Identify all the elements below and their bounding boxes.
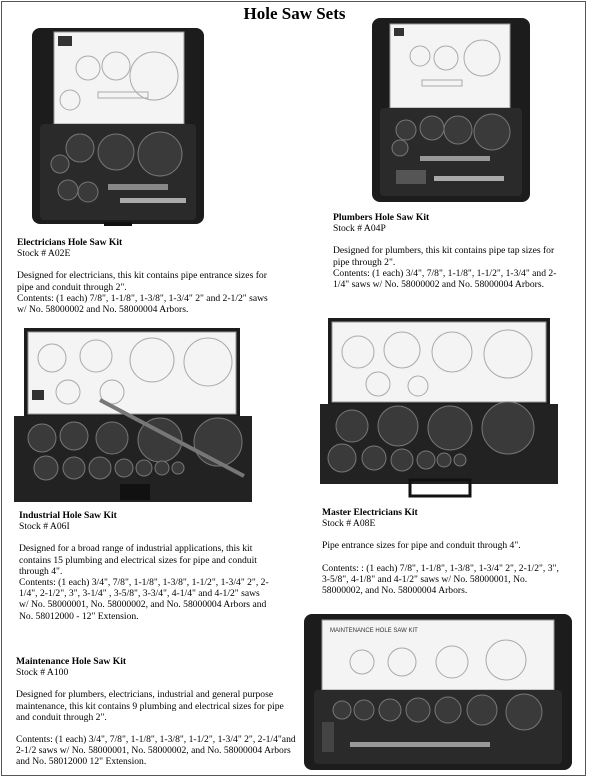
maintenance-kit-photo	[302, 610, 574, 777]
maintenance-lid-label: MAINTENANCE HOLE SAW KIT	[330, 628, 418, 634]
stock-number: Stock # A100	[16, 667, 69, 679]
kit-contents: Contents: : (1 each) 7/8", 1-1/8", 1-3/8", 1-3/4" 2", 2-1/2", 3", 3-5/8", 4-1/8" and 4-1/2" saws w/ No. 58000001, No. 58000002, and No. 58000004 Arbors.	[322, 562, 559, 597]
kit-contents: Contents: (1 each) 3/4", 7/8", 1-1/8", 1-1/2", 1-3/4" and 2-1/4" saws w/ No. 58000002 and No. 58000004 Arbors.	[333, 267, 557, 291]
kit-name: Electricians Hole Saw Kit	[17, 237, 123, 248]
stock-number: Stock # A04P	[333, 223, 386, 235]
kit-contents: Contents: (1 each) 3/4", 7/8", 1-1/8", 1-3/8", 1-1/2", 1-3/4" 2", 2-1/4"and 2-1/2 saws w/ No. 58000001, No. 58000002, and No. 58000004 Arbors and No. 58012000 12" Extension.	[16, 734, 296, 768]
kit-description: Designed for plumbers, this kit contains pipe tap sizes for pipe through 2".	[333, 245, 555, 268]
stock-number: Stock # A08E	[322, 518, 376, 530]
maintenance-kit-description	[16, 656, 298, 768]
industrial-kit-photo	[12, 326, 254, 511]
kit-description: Designed for a broad range of industrial applications, this kit contains 15 plumbing and electrical sizes for pipe and conduit through 4".	[19, 543, 257, 577]
master-electricians-kit-photo	[318, 316, 562, 503]
stock-number: Stock # A06I	[19, 521, 70, 533]
electricians-kit-photo	[30, 26, 206, 231]
electricians-kit-description	[17, 237, 277, 315]
kit-description: Pipe entrance sizes for pipe and conduit through 4".	[322, 540, 521, 552]
kit-name: Maintenance Hole Saw Kit	[16, 656, 127, 667]
kit-contents: Contents: (1 each) 3/4", 7/8", 1-1/8", 1-3/8", 1-1/2", 1-3/4" 2", 2-1/4", 2-1/2", 3", 3-1/4" , 3-5/8", 3-3/4", 4-1/4" and 4-1/2" saws w/ No. 58000001, No. 58000002, and No. 58000004 Arbors and No. 58012000 - 12" Extension.	[19, 577, 269, 622]
stock-number: Stock # A02E	[17, 248, 71, 260]
kit-name: Plumbers Hole Saw Kit	[333, 212, 430, 223]
plumbers-kit-description	[333, 212, 561, 290]
kit-contents: Contents: (1 each) 7/8", 1-1/8", 1-3/8", 1-3/4" 2" and 2-1/2" saws w/ No. 58000002 and No. 58000004 Arbors.	[17, 292, 268, 316]
page-title: Hole Saw Sets	[243, 4, 346, 23]
master-electricians-kit-description	[322, 507, 564, 596]
kit-name: Master Electricians Kit	[322, 507, 418, 518]
kit-name: Industrial Hole Saw Kit	[19, 510, 117, 521]
industrial-kit-description	[19, 510, 271, 622]
plumbers-kit-photo	[370, 16, 532, 209]
kit-description: Designed for plumbers, electricians, industrial and general purpose maintenance, this kit contains 9 plumbing and electrical sizes for pipe and conduit through 2".	[16, 689, 284, 723]
kit-description: Designed for electricians, this kit contains pipe entrance sizes for pipe and conduit through 2".	[17, 270, 267, 293]
